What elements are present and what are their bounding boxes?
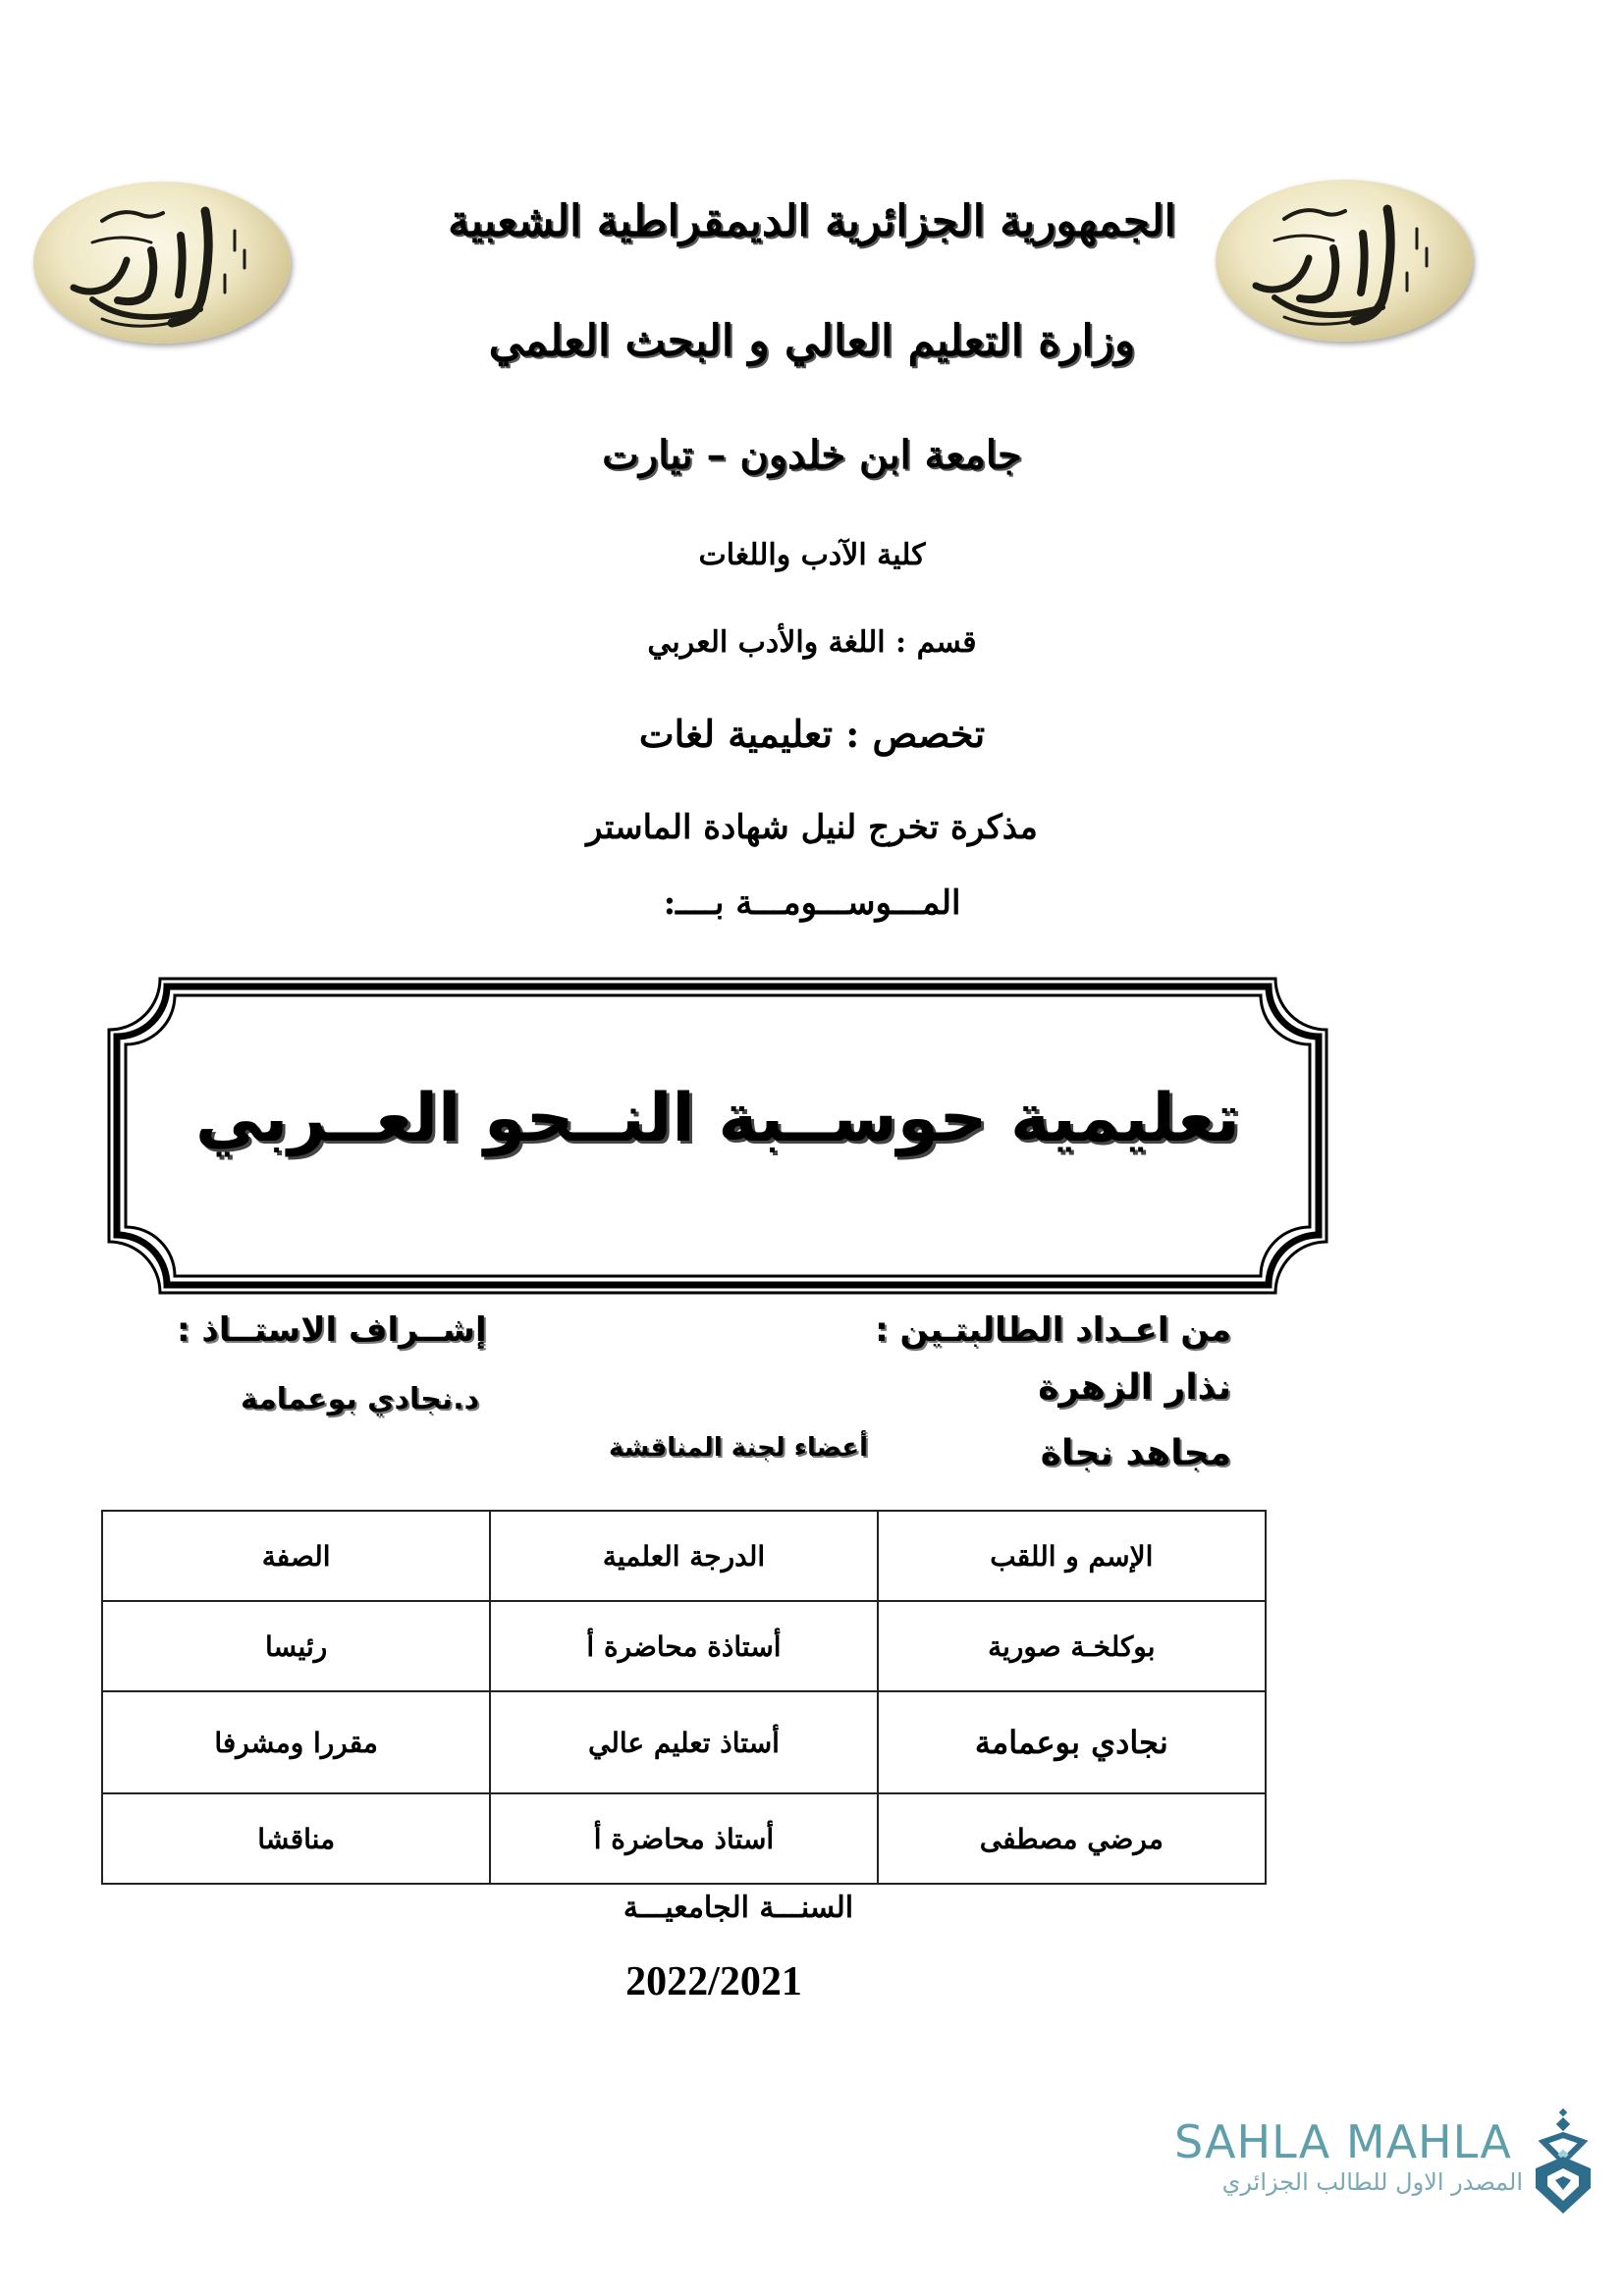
supervisor-name: د.نجادي بوعمامة [241, 1382, 479, 1416]
academic-year-label: السنـــة الجامعيـــة [623, 1891, 854, 1925]
jury-table [101, 1510, 1267, 1885]
cell-role: مناقشا [102, 1793, 490, 1884]
cell-name: بوكلخـة صورية [878, 1601, 1266, 1691]
cell-role: مقررا ومشرفا [102, 1691, 490, 1793]
specialty-heading: تخصص : تعليمية لغات [638, 712, 986, 756]
cell-rank: أستاذ محاضرة أ [490, 1793, 877, 1884]
students-label: من اعـداد الطالبتـين : [875, 1310, 1231, 1350]
table-row [102, 1793, 1266, 1884]
student-name-1: نذار الزهرة [1038, 1367, 1231, 1408]
ministry-heading: وزارة التعليم العالي و البحث العلمي [488, 316, 1136, 366]
thesis-type-heading: مذكرة تخرج لنيل شهادة الماستر [586, 808, 1038, 847]
header-role: الصفة [102, 1511, 490, 1601]
brand-tagline: المصدر الاول للطالب الجزائري [1221, 2168, 1523, 2196]
republic-heading: الجمهورية الجزائرية الديمقراطية الشعبية [448, 196, 1176, 246]
faculty-heading: كلية الآدب واللغات [698, 538, 926, 572]
table-row [102, 1691, 1266, 1793]
sahla-mahla-logo-icon [1530, 2108, 1598, 2220]
university-heading: جامعة ابن خلدون – تيارت [602, 432, 1022, 478]
sahla-mahla-watermark [1174, 2115, 1606, 2223]
jury-caption: أعضاء لجنة المناقشة [609, 1433, 869, 1463]
header-rank: الدرجة العلمية [490, 1511, 877, 1601]
header-name: الإسم و اللقب [878, 1511, 1266, 1601]
cell-rank: أستاذ تعليم عالي [490, 1691, 877, 1793]
cell-rank: أستاذة محاضرة أ [490, 1601, 877, 1691]
table-header-row [102, 1511, 1266, 1601]
supervisor-label: إشــراف الاستــاذ : [177, 1310, 487, 1350]
cell-name: مرضي مصطفى [878, 1793, 1266, 1884]
cell-name: نجادي بوعمامة [878, 1691, 1266, 1793]
table-row [102, 1601, 1266, 1691]
thesis-title: تعليمية حوســبة النــحو العــربي [194, 1080, 1241, 1157]
brand-name: SAHLA MAHLA [1174, 2115, 1512, 2168]
cell-role: رئيسا [102, 1601, 490, 1691]
department-heading: قسم : اللغة والأدب العربي [647, 625, 977, 660]
academic-year-value: 2022/2021 [625, 1959, 802, 2004]
titled-label: المـــوســـومـــة بــــ: [663, 883, 961, 923]
student-name-2: مجاهد نجاة [1040, 1433, 1231, 1473]
